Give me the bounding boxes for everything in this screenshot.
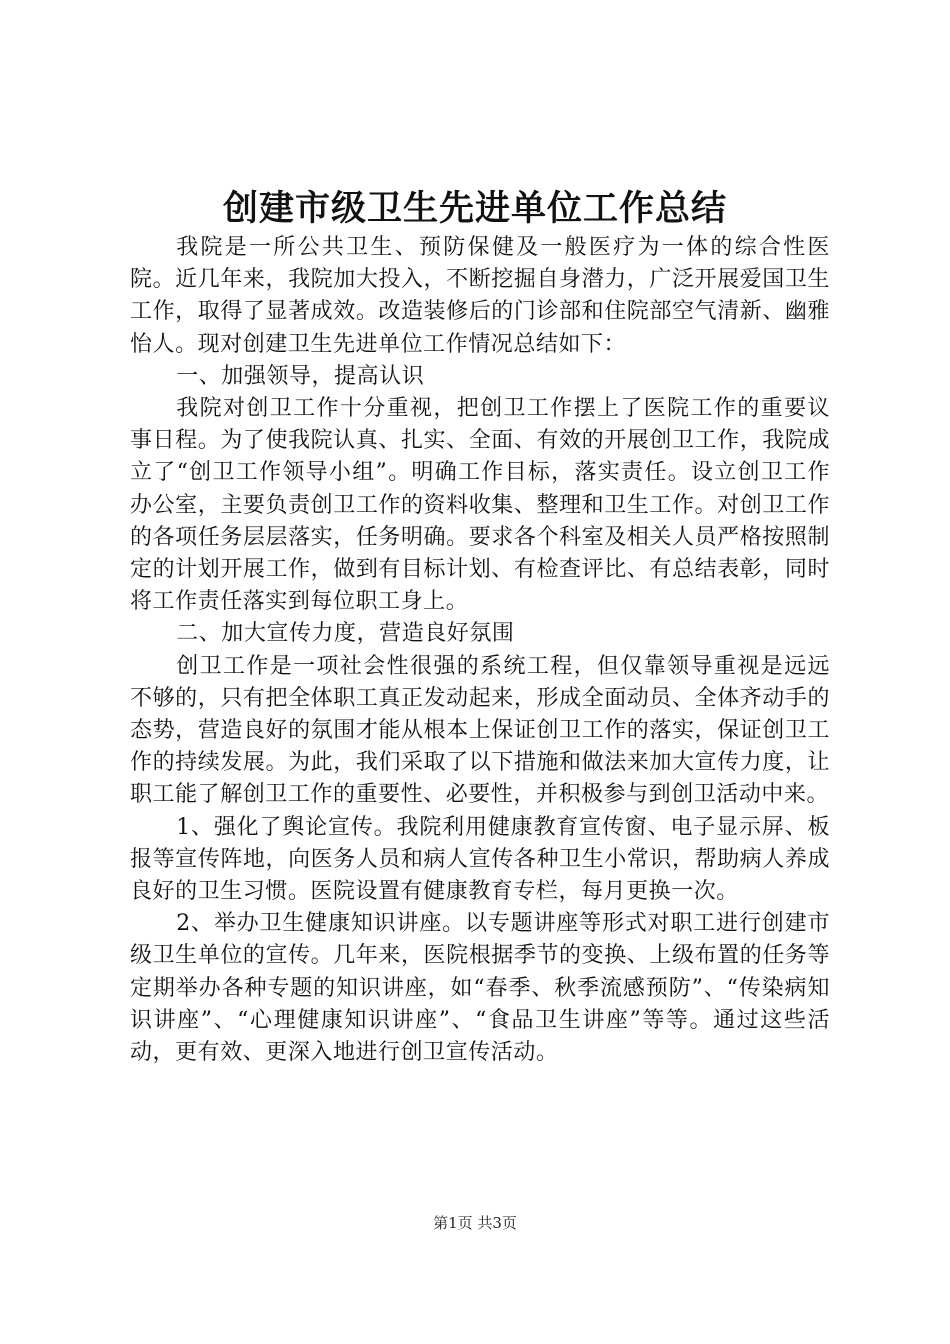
intro-paragraph: 我院是一所公共卫生、预防保健及一般医疗为一体的综合性医院。近几年来，我院加大投入，不断挖掘自身潜力，广泛开展爱国卫生工作，取得了显著成效。改造装修后的门诊部和住院部空气清新、幽雅怡人。现对创建卫生先进单位工作情况总结如下： bbox=[130, 235, 830, 357]
section-heading-2: 二、加大宣传力度，营造良好氛围 bbox=[176, 621, 515, 647]
document-title: 创建市级卫生先进单位工作总结 bbox=[222, 188, 727, 229]
page-number-footer: 第1页 共3页 bbox=[433, 1214, 517, 1232]
section-2-paragraph: 创卫工作是一项社会性很强的系统工程，但仅靠领导重视是远远不够的，只有把全体职工真正发动起来，形成全面动员、全体齐动手的态势，营造良好的氛围才能从根本上保证创卫工作的落实，保证创卫工作的持续发展。为此，我们采取了以下措施和做法来加大宣传力度，让职工能了解创卫工作的重要性、必要性，并积极参与到创卫活动中来。 bbox=[130, 653, 830, 808]
document-body bbox=[130, 232, 830, 1069]
section-1-paragraph: 我院对创卫工作十分重视，把创卫工作摆上了医院工作的重要议事日程。为了使我院认真、扎实、全面、有效的开展创卫工作，我院成立了“创卫工作领导小组”。明确工作目标，落实责任。设立创卫工作办公室，主要负责创卫工作的资料收集、整理和卫生工作。对创卫工作的各项任务层层落实，任务明确。要求各个科室及相关人员严格按照制定的计划开展工作，做到有目标计划、有检查评比、有总结表彰，同时将工作责任落实到每位职工身上。 bbox=[130, 396, 830, 615]
section-heading-1: 一、加强领导，提高认识 bbox=[176, 363, 425, 389]
section-2-item-2: 2、举办卫生健康知识讲座。以专题讲座等形式对职工进行创建市级卫生单位的宣传。几年来，医院根据季节的变换、上级布置的任务等定期举办各种专题的知识讲座，如“春季、秋季流感预防”、“传染病知识讲座”、“心理健康知识讲座”、“食品卫生讲座”等等。通过这些活动，更有效、更深入地进行创卫宣传活动。 bbox=[130, 911, 830, 1066]
section-2-item-1: 1、强化了舆论宣传。我院利用健康教育宣传窗、电子显示屏、板报等宣传阵地，向医务人员和病人宣传各种卫生小常识，帮助病人养成良好的卫生习惯。医院设置有健康教育专栏，每月更换一次。 bbox=[130, 814, 830, 905]
